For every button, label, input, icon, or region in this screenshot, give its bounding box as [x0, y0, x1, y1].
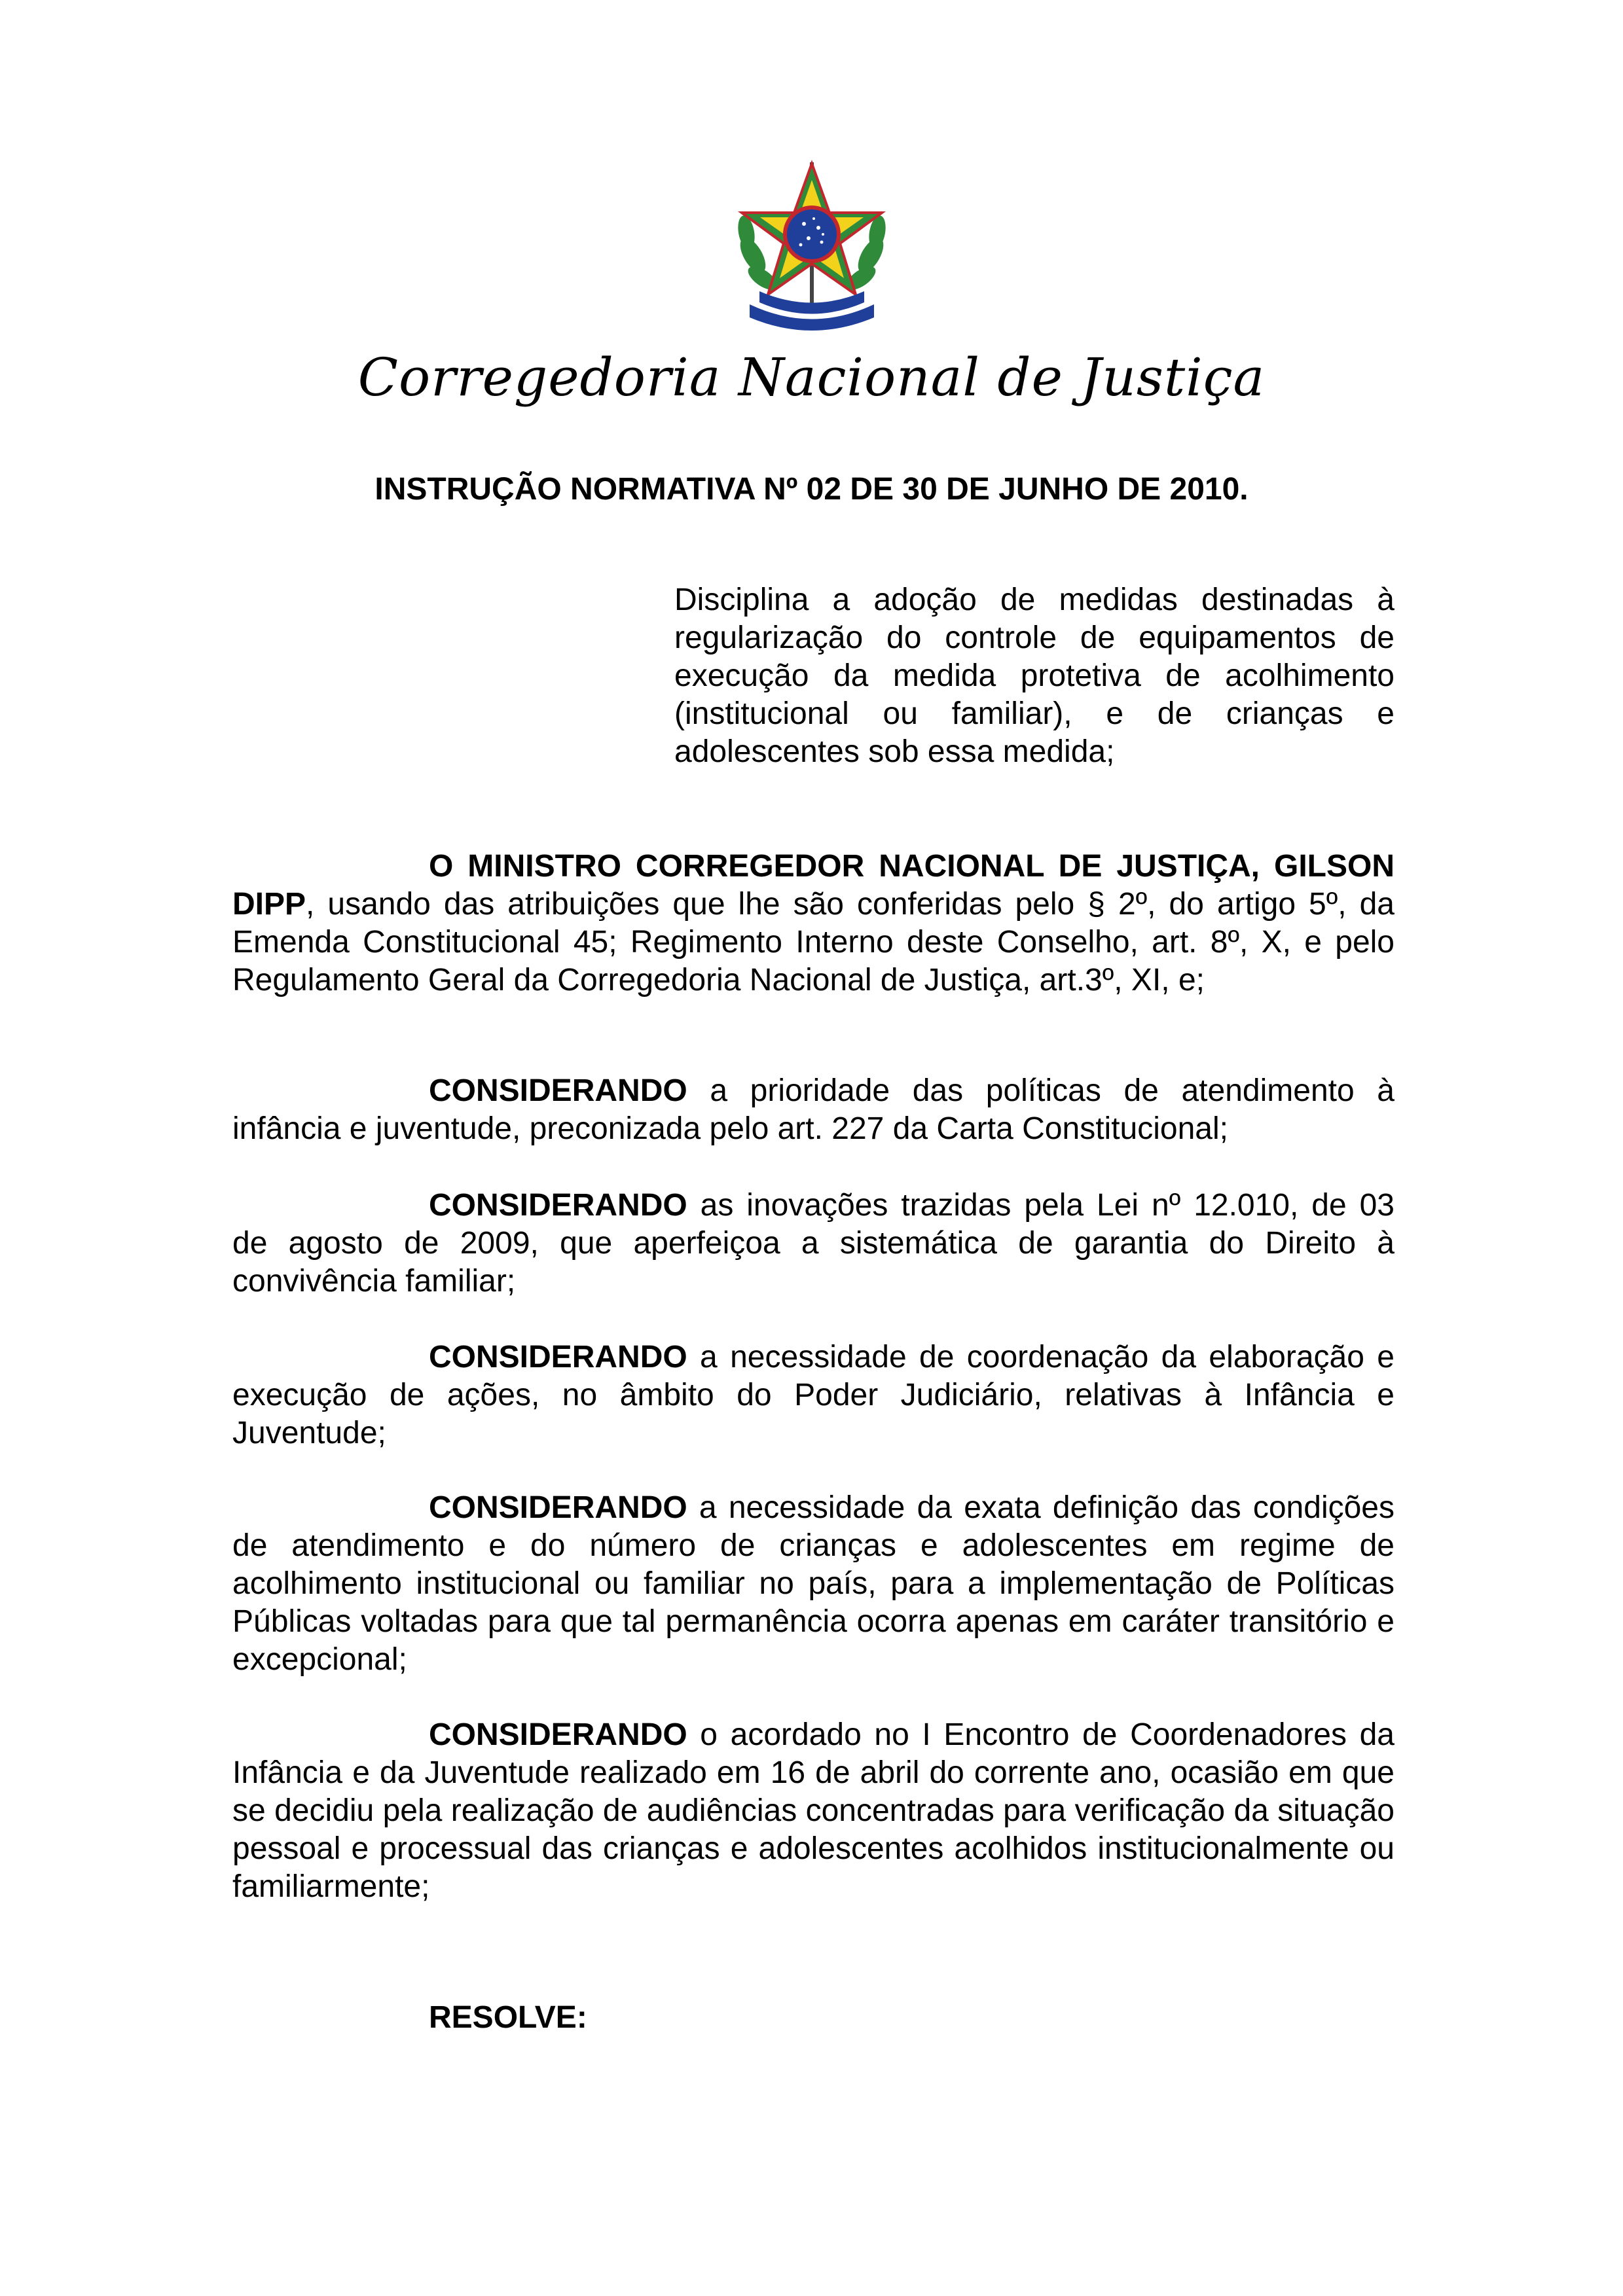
- coat-of-arms-icon: [723, 157, 900, 331]
- resolve-heading: RESOLVE:: [429, 2000, 587, 2035]
- considerando-text: a necessidade da exata definição das condições de atendimento e do número de crianças e adolescentes em regime de acolhimento institucional ou familiar no país, para a implementação de Políticas Públicas voltadas para que tal permanência ocorra apenas em caráter transitório e excepcional;: [232, 1490, 1395, 1677]
- preamble-paragraph: [232, 848, 1395, 999]
- document-title: INSTRUÇÃO NORMATIVA Nº 02 DE 30 DE JUNHO DE 2010.: [374, 472, 1249, 507]
- considerando-paragraph: [232, 1338, 1395, 1452]
- considerando-keyword: CONSIDERANDO: [429, 1490, 687, 1525]
- considerando-paragraph: [232, 1187, 1395, 1300]
- considerando-text: a necessidade de coordenação da elaboração e execução de ações, no âmbito do Poder Judiciário, relativas à Infância e Juventude;: [232, 1340, 1395, 1450]
- considerando-keyword: CONSIDERANDO: [429, 1717, 687, 1752]
- considerando-text: o acordado no I Encontro de Coordenadores da Infância e da Juventude realizado em 16 de abril do corrente ano, ocasião em que se decidiu pela realização de audiências concentradas para verificação da situação pessoal e processual das crianças e adolescentes acolhidos institucionalmente ou familiarmente;: [232, 1717, 1395, 1904]
- considerando-text: a prioridade das políticas de atendimento à infância e juventude, preconizada pelo art. 227 da Carta Constitucional;: [232, 1073, 1395, 1146]
- preamble-authority: O MINISTRO CORREGEDOR NACIONAL DE JUSTIÇA, GILSON DIPP: [232, 849, 1395, 922]
- considerando-keyword: CONSIDERANDO: [429, 1188, 687, 1223]
- preamble-text: , usando das atribuições que lhe são conferidas pelo § 2º, do artigo 5º, da Emenda Constitucional 45; Regimento Interno deste Conselho, art. 8º, X, e pelo Regulamento Geral da Corregedoria Nacional de Justiça, art.3º, XI, e;: [232, 887, 1395, 997]
- considerando-text: as inovações trazidas pela Lei nº 12.010, de 03 de agosto de 2009, que aperfeiçoa a sistemática de garantia do Direito à convivência familiar;: [232, 1188, 1395, 1299]
- considerando-paragraph: [232, 1716, 1395, 1906]
- ementa-paragraph: Disciplina a adoção de medidas destinadas à regularização do controle de equipamentos de execução da medida protetiva de acolhimento (institucional ou familiar), e de crianças e adolescentes sob essa medida;: [674, 583, 1395, 769]
- considerando-paragraph: [232, 1072, 1395, 1148]
- considerando-keyword: CONSIDERANDO: [429, 1073, 687, 1108]
- considerando-paragraph: [232, 1489, 1395, 1679]
- considerando-keyword: CONSIDERANDO: [429, 1340, 687, 1374]
- institution-name: Corregedoria Nacional de Justiça: [357, 347, 1266, 408]
